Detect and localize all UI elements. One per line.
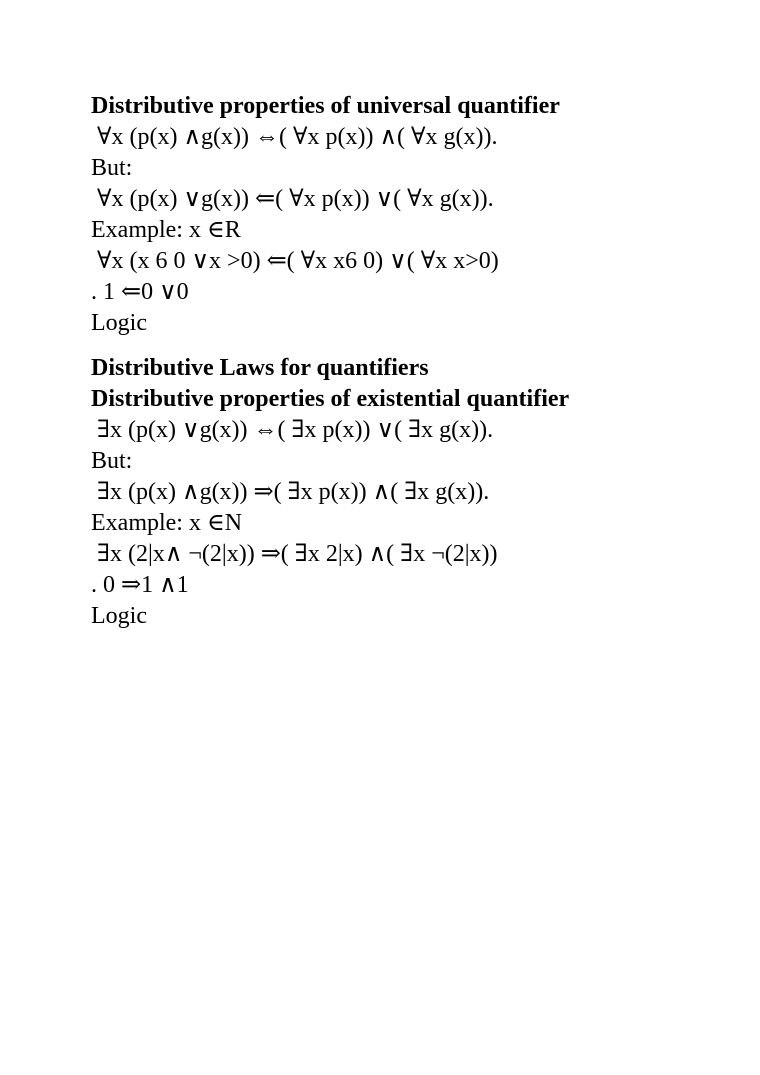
but-label: But: [91,448,133,474]
page-footer: Logic [91,310,147,336]
example-formula: ∃x (2|x∧ ¬(2|x)) ⇒( ∃x 2|x) ∧( ∃x ¬(2|x)) [97,541,498,567]
page-footer: Logic [91,603,147,629]
example-label: Example: x ∈R [91,217,241,243]
example-label: Example: x ∈N [91,510,243,536]
counter-formula: ∀x (p(x) ∨g(x)) ⇐( ∀x p(x)) ∨( ∀x g(x)). [97,186,494,212]
distributive-formula: ∀x (p(x) ∧g(x)) ⇔( ∀x p(x)) ∧( ∀x g(x)). [97,124,498,150]
existential-quantifier-section [91,353,731,632]
truth-values: . 0 ⇒1 ∧1 [91,572,189,598]
distributive-formula: ∃x (p(x) ∨g(x)) ⇔( ∃x p(x)) ∨( ∃x g(x)). [97,417,494,443]
universal-quantifier-section [91,91,731,339]
but-label: But: [91,155,133,181]
document-page [91,91,731,632]
section-subtitle: Distributive properties of existential quantifier [91,386,570,412]
section-title: Distributive properties of universal quantifier [91,93,560,119]
section-title: Distributive Laws for quantifiers [91,355,429,381]
truth-values: . 1 ⇐0 ∨0 [91,279,189,305]
counter-formula: ∃x (p(x) ∧g(x)) ⇒( ∃x p(x)) ∧( ∃x g(x)). [97,479,490,505]
example-formula: ∀x (x 6 0 ∨x >0) ⇐( ∀x x6 0) ∨( ∀x x>0) [97,248,499,274]
